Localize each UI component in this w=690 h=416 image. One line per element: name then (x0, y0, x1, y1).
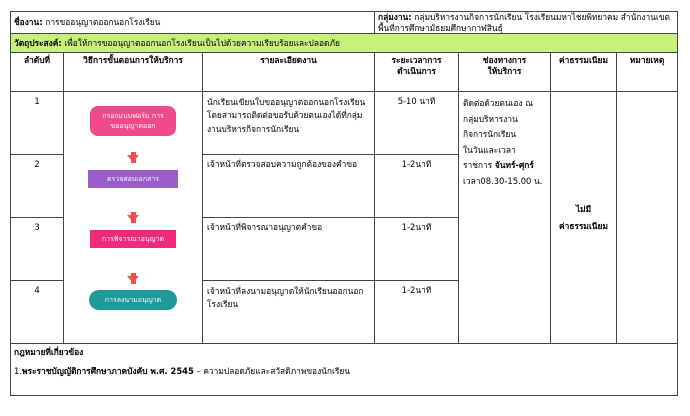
note-cell (617, 92, 678, 344)
row-detail: เจ้าหน้าที่ตรวจสอบความถูกต้องของคำขอ (203, 155, 375, 218)
objective-label: วัตถุประสงค์: (14, 37, 62, 48)
fee-line: ค่าธรรมเนียม (559, 220, 608, 231)
law-item-description: – ความปลอดภัยและสวัสดิภาพของนักเรียน (193, 365, 350, 376)
channel-line: กลุ่มบริหารงาน (463, 113, 518, 124)
service-document (10, 11, 677, 396)
row-duration: 1-2นาที (375, 281, 459, 344)
row-detail: เจ้าหน้าที่ลงนามอนุญาตให้นักเรียนออกนอกโรงเรียน (203, 281, 375, 344)
row-seq: 1 (11, 92, 64, 155)
law-row (11, 344, 678, 396)
down-arrow-icon (127, 155, 139, 162)
row-detail: นักเรียนเขียนใบขออนุญาตออกนอกโรงเรียน โดยสามารถติดต่อขอรับด้วยตนเองได้ที่กลุ่มงานบริหารกิจการนักเรียน (203, 92, 375, 155)
flow-step-sign (89, 290, 177, 310)
objective-value: เพื่อให้การขออนุญาตออกนอกโรงเรียนเป็นไปด้วยความเรียบร้อยและปลอดภัย (64, 37, 340, 48)
row-seq: 4 (11, 281, 64, 344)
flow-step-label: การพิจารณาอนุญาต (101, 234, 165, 243)
channel-line: ในวันและเวลา (463, 144, 516, 155)
channel-line: กิจการนักเรียน (463, 129, 517, 140)
law-item (14, 366, 674, 377)
law-act-name: พระราชบัญญัติการศึกษาภาคบังคับ พ.ศ. 2545 (22, 365, 194, 376)
col-duration (375, 53, 459, 92)
row-detail: เจ้าหน้าที่พิจารณาอนุญาตคำขอ (203, 218, 375, 281)
col-duration-line2: ดำเนินการ (397, 65, 436, 76)
down-arrow-icon (127, 215, 139, 222)
channel-line: เวลา08.30-15.00 น. (463, 175, 543, 186)
flow-step-label: กรอกแบบฟอร์ม การขออนุญาตออก (102, 111, 164, 130)
objective-row (11, 34, 678, 53)
flow-step-check-docs (88, 170, 178, 188)
col-duration-line1: ระยะเวลาการ (391, 55, 442, 65)
fee-cell (551, 92, 617, 344)
flow-step-label: ตรวจสอบเอกสาร (106, 174, 160, 183)
col-channel (459, 53, 551, 92)
down-arrow-icon (127, 276, 139, 283)
flow-step-fill-form (90, 106, 176, 136)
flow-step-consider (90, 230, 176, 248)
task-name-label: ชื่องาน: (14, 17, 43, 28)
row-duration: 1-2นาที (375, 218, 459, 281)
channel-cell (459, 92, 551, 344)
task-name-value: การขออนุญาตออกนอกโรงเรียน (45, 17, 161, 28)
work-group-cell (375, 12, 678, 34)
col-steps: วิธีการขั้นตอนการให้บริการ (64, 53, 203, 92)
row-duration: 5-10 นาที (375, 92, 459, 155)
law-item-number: 1. (14, 365, 22, 376)
row-seq: 2 (11, 155, 64, 218)
table-row (11, 92, 678, 155)
channel-days: จันทร์-ศุกร์ (494, 160, 534, 171)
law-title: กฎหมายที่เกี่ยวข้อง (14, 347, 84, 357)
col-fee: ค่าธรรมเนียม (551, 53, 617, 92)
fee-line: ไม่มี (575, 204, 592, 214)
channel-line (463, 158, 547, 174)
col-channel-line1: ช่องทางการ (482, 55, 527, 65)
header-row (11, 12, 678, 34)
row-seq: 3 (11, 218, 64, 281)
col-seq: ลำดับที่ (11, 53, 64, 92)
flow-step-label: การลงนามอนุญาต (104, 295, 162, 304)
law-cell (11, 344, 678, 396)
task-name-cell (11, 12, 375, 34)
channel-prefix: ราชการ (463, 160, 495, 171)
col-note: หมายเหตุ (617, 53, 678, 92)
column-header-row (11, 53, 678, 92)
channel-line: ติดต่อด้วยตนเอง ณ (463, 98, 533, 108)
col-detail: รายละเอียดงาน (203, 53, 375, 92)
work-group-label: กลุ่มงาน: (378, 12, 412, 22)
objective-cell (11, 34, 678, 53)
work-group-value: กลุ่มบริหารงานกิจการนักเรียน โรงเรียนมหาไชยพิทยาคม สำนักงานเขตพื้นที่การศึกษามัธยมศึกษากาฬสินธุ์ (378, 12, 670, 33)
service-table (10, 11, 678, 396)
col-channel-line2: ให้บริการ (487, 65, 522, 76)
row-duration: 1-2นาที (375, 155, 459, 218)
flowchart-cell (64, 92, 203, 344)
